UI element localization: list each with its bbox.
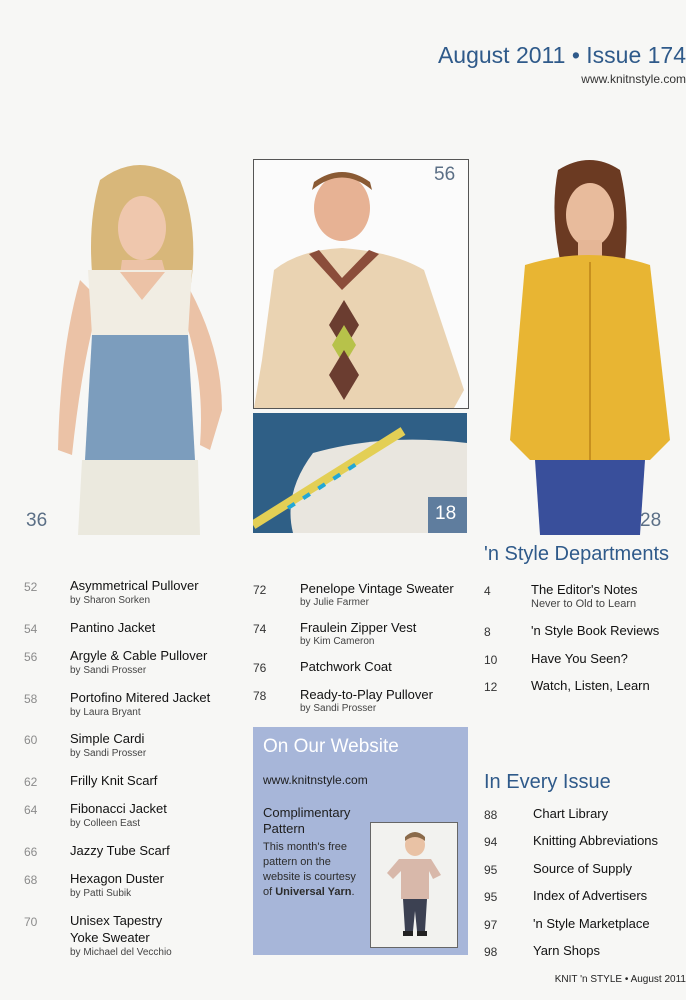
page-number: 56	[24, 650, 38, 664]
page-number: 88	[484, 808, 498, 822]
page-number: 68	[24, 873, 38, 887]
desc-of: of	[263, 886, 276, 898]
pattern-designer: by Julie Farmer	[300, 597, 369, 608]
pattern-designer: by Sharon Sorken	[70, 595, 151, 606]
pattern-title: Portofino Mitered Jacket	[70, 690, 211, 705]
pattern-designer: by Laura Bryant	[70, 707, 141, 718]
photo-woman-yellow-cardigan	[480, 150, 686, 535]
universal-yarn-name: Universal Yarn	[275, 886, 352, 898]
desc-period: .	[351, 886, 355, 898]
website-promo-box	[253, 727, 468, 955]
photo-knitting-needle	[253, 413, 467, 533]
photo-girl-sweater	[370, 822, 458, 948]
pattern-designer: by Sandi Prosser	[70, 665, 147, 676]
complimentary-line-1: Complimentary	[263, 805, 351, 820]
page-number-28: 28	[640, 510, 662, 531]
pattern-title: Simple Cardi	[70, 731, 145, 746]
page-number-18: 18	[435, 503, 457, 524]
page-number: 94	[484, 835, 498, 849]
website-description	[263, 840, 356, 900]
page-number: 10	[484, 653, 498, 667]
issue-item-title: Knitting Abbreviations	[533, 833, 659, 848]
desc-line-1: This month's free	[263, 841, 348, 853]
man-argyle-illustration	[254, 160, 468, 408]
website-url-link[interactable]: www.knitnstyle.com	[263, 773, 368, 787]
pattern-title: Asymmetrical Pullover	[70, 578, 199, 593]
page-number: 60	[24, 733, 38, 747]
departments-heading: 'n Style Departments	[484, 543, 670, 565]
pattern-designer: by Sandi Prosser	[300, 703, 377, 714]
every-issue-heading: In Every Issue	[484, 771, 611, 793]
page-number: 95	[484, 863, 498, 877]
page-number: 62	[24, 775, 38, 789]
pattern-title: Fraulein Zipper Vest	[300, 620, 417, 635]
complimentary-line-2: Pattern	[263, 821, 305, 836]
department-title: 'n Style Book Reviews	[531, 623, 660, 638]
page-number: 4	[484, 584, 491, 598]
pattern-title: Frilly Knit Scarf	[70, 773, 158, 788]
pattern-designer: by Kim Cameron	[300, 636, 375, 647]
department-title: The Editor's Notes	[531, 582, 638, 597]
page-number: 54	[24, 622, 38, 636]
pattern-title: Pantino Jacket	[70, 620, 156, 635]
issue-item-title: Chart Library	[533, 806, 609, 821]
page-number: 8	[484, 625, 491, 639]
website-heading: On Our Website	[263, 736, 399, 757]
department-title: Watch, Listen, Learn	[531, 678, 650, 693]
department-subtitle: Never to Old to Learn	[531, 598, 637, 610]
page-number: 52	[24, 580, 38, 594]
pattern-designer: by Michael del Vecchio	[70, 947, 172, 958]
photo-man-argyle-sweater	[253, 159, 469, 409]
page-number: 78	[253, 689, 267, 703]
page-number: 95	[484, 890, 498, 904]
woman-blue-tank-illustration	[0, 150, 245, 535]
page-number-36: 36	[26, 510, 48, 531]
complimentary-pattern-label	[263, 805, 350, 837]
issue-item-title: 'n Style Marketplace	[533, 916, 650, 931]
page-number: 72	[253, 583, 267, 597]
issue-item-title: Source of Supply	[533, 861, 633, 876]
page-number: 64	[24, 803, 38, 817]
page-number: 98	[484, 945, 498, 959]
page-number: 74	[253, 622, 267, 636]
pattern-title: Patchwork Coat	[300, 659, 392, 674]
pattern-title: Hexagon Duster	[70, 871, 164, 886]
pattern-title: Unisex Tapestry	[70, 913, 163, 928]
page-footer: KNIT 'n STYLE • August 2011	[554, 974, 686, 985]
page-number-56: 56	[434, 164, 456, 185]
girl-sweater-illustration	[371, 823, 457, 947]
page-number: 12	[484, 680, 498, 694]
pattern-title: Ready-to-Play Pullover	[300, 687, 433, 702]
pattern-title: Fibonacci Jacket	[70, 801, 167, 816]
page-number: 97	[484, 918, 498, 932]
page-number: 66	[24, 845, 38, 859]
pattern-designer: by Colleen East	[70, 818, 141, 829]
desc-line-2: pattern on the	[263, 856, 331, 868]
desc-line-3: website is courtesy	[263, 871, 356, 883]
issue-item-title: Yarn Shops	[533, 943, 600, 958]
department-title: Have You Seen?	[531, 651, 628, 666]
issue-item-title: Index of Advertisers	[533, 888, 648, 903]
page-number: 70	[24, 915, 38, 929]
woman-yellow-cardigan-illustration	[480, 150, 686, 535]
pattern-title: Argyle & Cable Pullover	[70, 648, 208, 663]
pattern-title: Penelope Vintage Sweater	[300, 581, 454, 596]
photo-woman-blue-tank	[0, 150, 245, 535]
pattern-designer: by Patti Subik	[70, 888, 132, 899]
page-number: 76	[253, 661, 267, 675]
pattern-designer: by Sandi Prosser	[70, 748, 147, 759]
desc-line-4	[263, 885, 356, 900]
website-url-header: www.knitnstyle.com	[581, 72, 686, 86]
page-number: 58	[24, 692, 38, 706]
pattern-title-line-2: Yoke Sweater	[70, 930, 150, 945]
pattern-title: Jazzy Tube Scarf	[70, 843, 170, 858]
issue-date: August 2011 • Issue 174	[437, 42, 686, 68]
